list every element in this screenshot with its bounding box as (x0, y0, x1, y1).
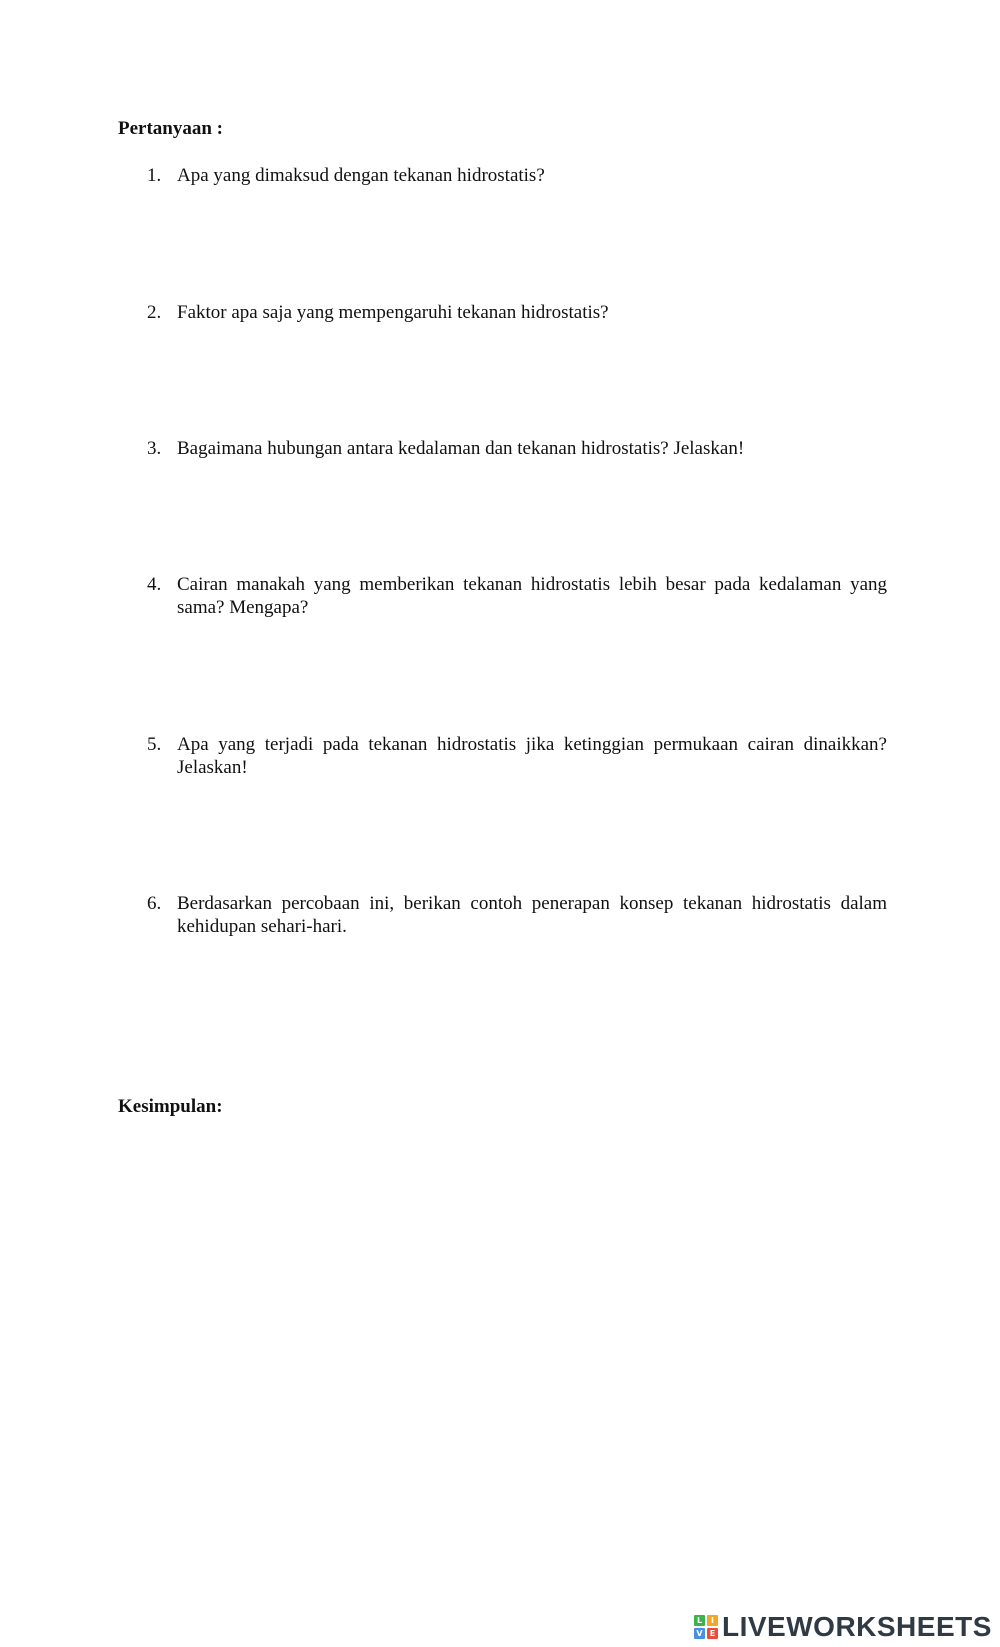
question-number: 1. (147, 165, 162, 186)
question-item (147, 301, 887, 324)
question-item (147, 892, 887, 938)
logo-cell: L (694, 1615, 705, 1626)
question-item (147, 733, 887, 779)
liveworksheets-logo (694, 1612, 992, 1642)
question-text: Apa yang terjadi pada tekanan hidrostatis jika ketinggian permukaan cairan dinaikkan? Jelaskan! (177, 734, 887, 778)
question-item (147, 573, 887, 619)
question-text: Berdasarkan percobaan ini, berikan contoh penerapan konsep tekanan hidrostatis dalam kehidupan sehari-hari. (177, 893, 887, 937)
questions-heading: Pertanyaan : (118, 118, 224, 139)
question-text: Bagaimana hubungan antara kedalaman dan tekanan hidrostatis? Jelaskan! (177, 438, 745, 459)
question-item (147, 437, 887, 460)
logo-cell: E (707, 1628, 718, 1639)
question-number: 4. (147, 574, 162, 595)
question-number: 2. (147, 302, 162, 323)
logo-cell: I (707, 1615, 718, 1626)
question-text: Apa yang dimaksud dengan tekanan hidrostatis? (177, 165, 545, 186)
question-item (147, 164, 887, 187)
logo-grid-icon (694, 1615, 718, 1639)
logo-text: LIVEWORKSHEETS (722, 1611, 992, 1642)
question-number: 6. (147, 893, 162, 914)
question-text: Cairan manakah yang memberikan tekanan hidrostatis lebih besar pada kedalaman yang sama? Mengapa? (177, 574, 887, 618)
logo-cell: V (694, 1628, 705, 1639)
question-number: 3. (147, 438, 162, 459)
conclusion-heading: Kesimpulan: (118, 1096, 223, 1117)
question-number: 5. (147, 734, 162, 755)
question-text: Faktor apa saja yang mempengaruhi tekanan hidrostatis? (177, 302, 609, 323)
